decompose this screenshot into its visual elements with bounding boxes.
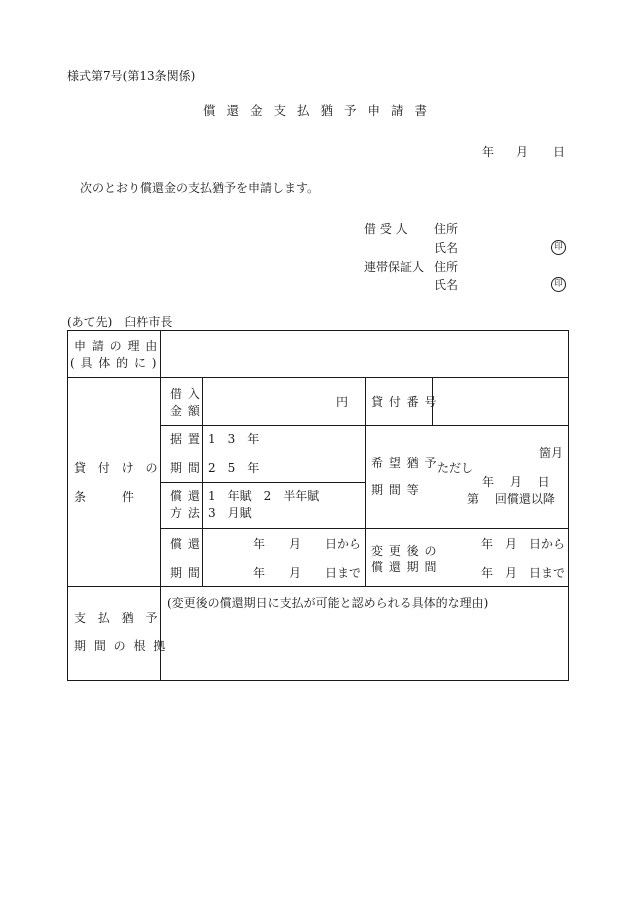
repay-period-to: 年 月 日まで bbox=[253, 566, 362, 580]
repay-method-label-line2: 方 法 bbox=[170, 506, 201, 520]
desired-months-unit: 箇月 bbox=[539, 446, 564, 460]
intro-text: 次のとおり償還金の支払猶予を申請します。 bbox=[80, 181, 320, 195]
changed-period-to: 年 月 日まで bbox=[481, 566, 566, 580]
repay-period-label-line1: 償 還 bbox=[170, 537, 201, 551]
repay-period-from: 年 月 日から bbox=[253, 537, 362, 551]
changed-period-from: 年 月 日から bbox=[481, 537, 566, 551]
deferral-label-line1: 据 置 bbox=[170, 432, 201, 446]
basis-label-line2: 期 間 の 根 拠 bbox=[74, 639, 168, 653]
guarantor-name-label: 氏名 bbox=[434, 278, 459, 292]
desired-deferral-label-line1: 希 望 猶 予 bbox=[371, 456, 438, 470]
deferral-option-5yr: 2 5 年 bbox=[208, 461, 260, 475]
yen-unit: 円 bbox=[336, 395, 349, 409]
loan-number-label: 貸 付 番 号 bbox=[371, 395, 438, 409]
borrower-name-label: 氏名 bbox=[434, 241, 459, 255]
deferral-label-line2: 期 間 bbox=[170, 461, 201, 475]
repay-period-label-line2: 期 間 bbox=[170, 566, 201, 580]
changed-period-label-line1: 変 更 後 の bbox=[371, 544, 438, 558]
borrower-label: 借 受 人 bbox=[364, 222, 408, 236]
date-year-label: 年 bbox=[482, 145, 495, 159]
repay-method-options-1: 1 年賦 2 半年賦 bbox=[208, 489, 320, 503]
conditions-label-line2: 条 件 bbox=[74, 490, 135, 504]
guarantor-address-label: 住所 bbox=[434, 260, 459, 274]
repay-method-label-line1: 償 還 bbox=[170, 489, 201, 503]
changed-period-label-line2: 償 還 期 間 bbox=[371, 560, 438, 574]
form-number: 様式第7号(第13条関係) bbox=[67, 69, 196, 83]
basis-note: (変更後の償還期日に支払が可能と認められる具体的な理由) bbox=[167, 596, 489, 610]
borrower-seal-icon: 印 bbox=[551, 240, 566, 255]
borrower-address-label: 住所 bbox=[434, 222, 459, 236]
addressee: (あて先) 臼杵市長 bbox=[67, 315, 173, 329]
desired-deferral-label-line2: 期 間 等 bbox=[371, 483, 420, 497]
guarantor-label: 連帯保証人 bbox=[364, 260, 425, 274]
conditions-label-line1: 貸 付 け の bbox=[74, 461, 162, 475]
document-title: 償還金支払猶予申請書 bbox=[203, 103, 439, 118]
date-month-label: 月 bbox=[516, 145, 529, 159]
desired-installment: 第 回償還以降 bbox=[467, 492, 555, 506]
reason-label-line1: 申 請 の 理 由 bbox=[74, 339, 159, 353]
deferral-option-3yr: 1 3 年 bbox=[208, 432, 260, 446]
desired-date: 年 月 日 bbox=[482, 475, 550, 489]
basis-label-line1: 支 払 猶 予 bbox=[74, 611, 162, 625]
guarantor-seal-icon: 印 bbox=[551, 277, 566, 292]
loan-amount-label-line1: 借 入 bbox=[170, 387, 201, 401]
loan-amount-label-line2: 金 額 bbox=[170, 404, 201, 418]
date-day-label: 日 bbox=[553, 145, 566, 159]
desired-however: ただし bbox=[437, 461, 474, 475]
reason-label-line2: ( 具 体 的 に ) bbox=[70, 356, 158, 370]
repay-method-options-2: 3 月賦 bbox=[208, 506, 252, 520]
